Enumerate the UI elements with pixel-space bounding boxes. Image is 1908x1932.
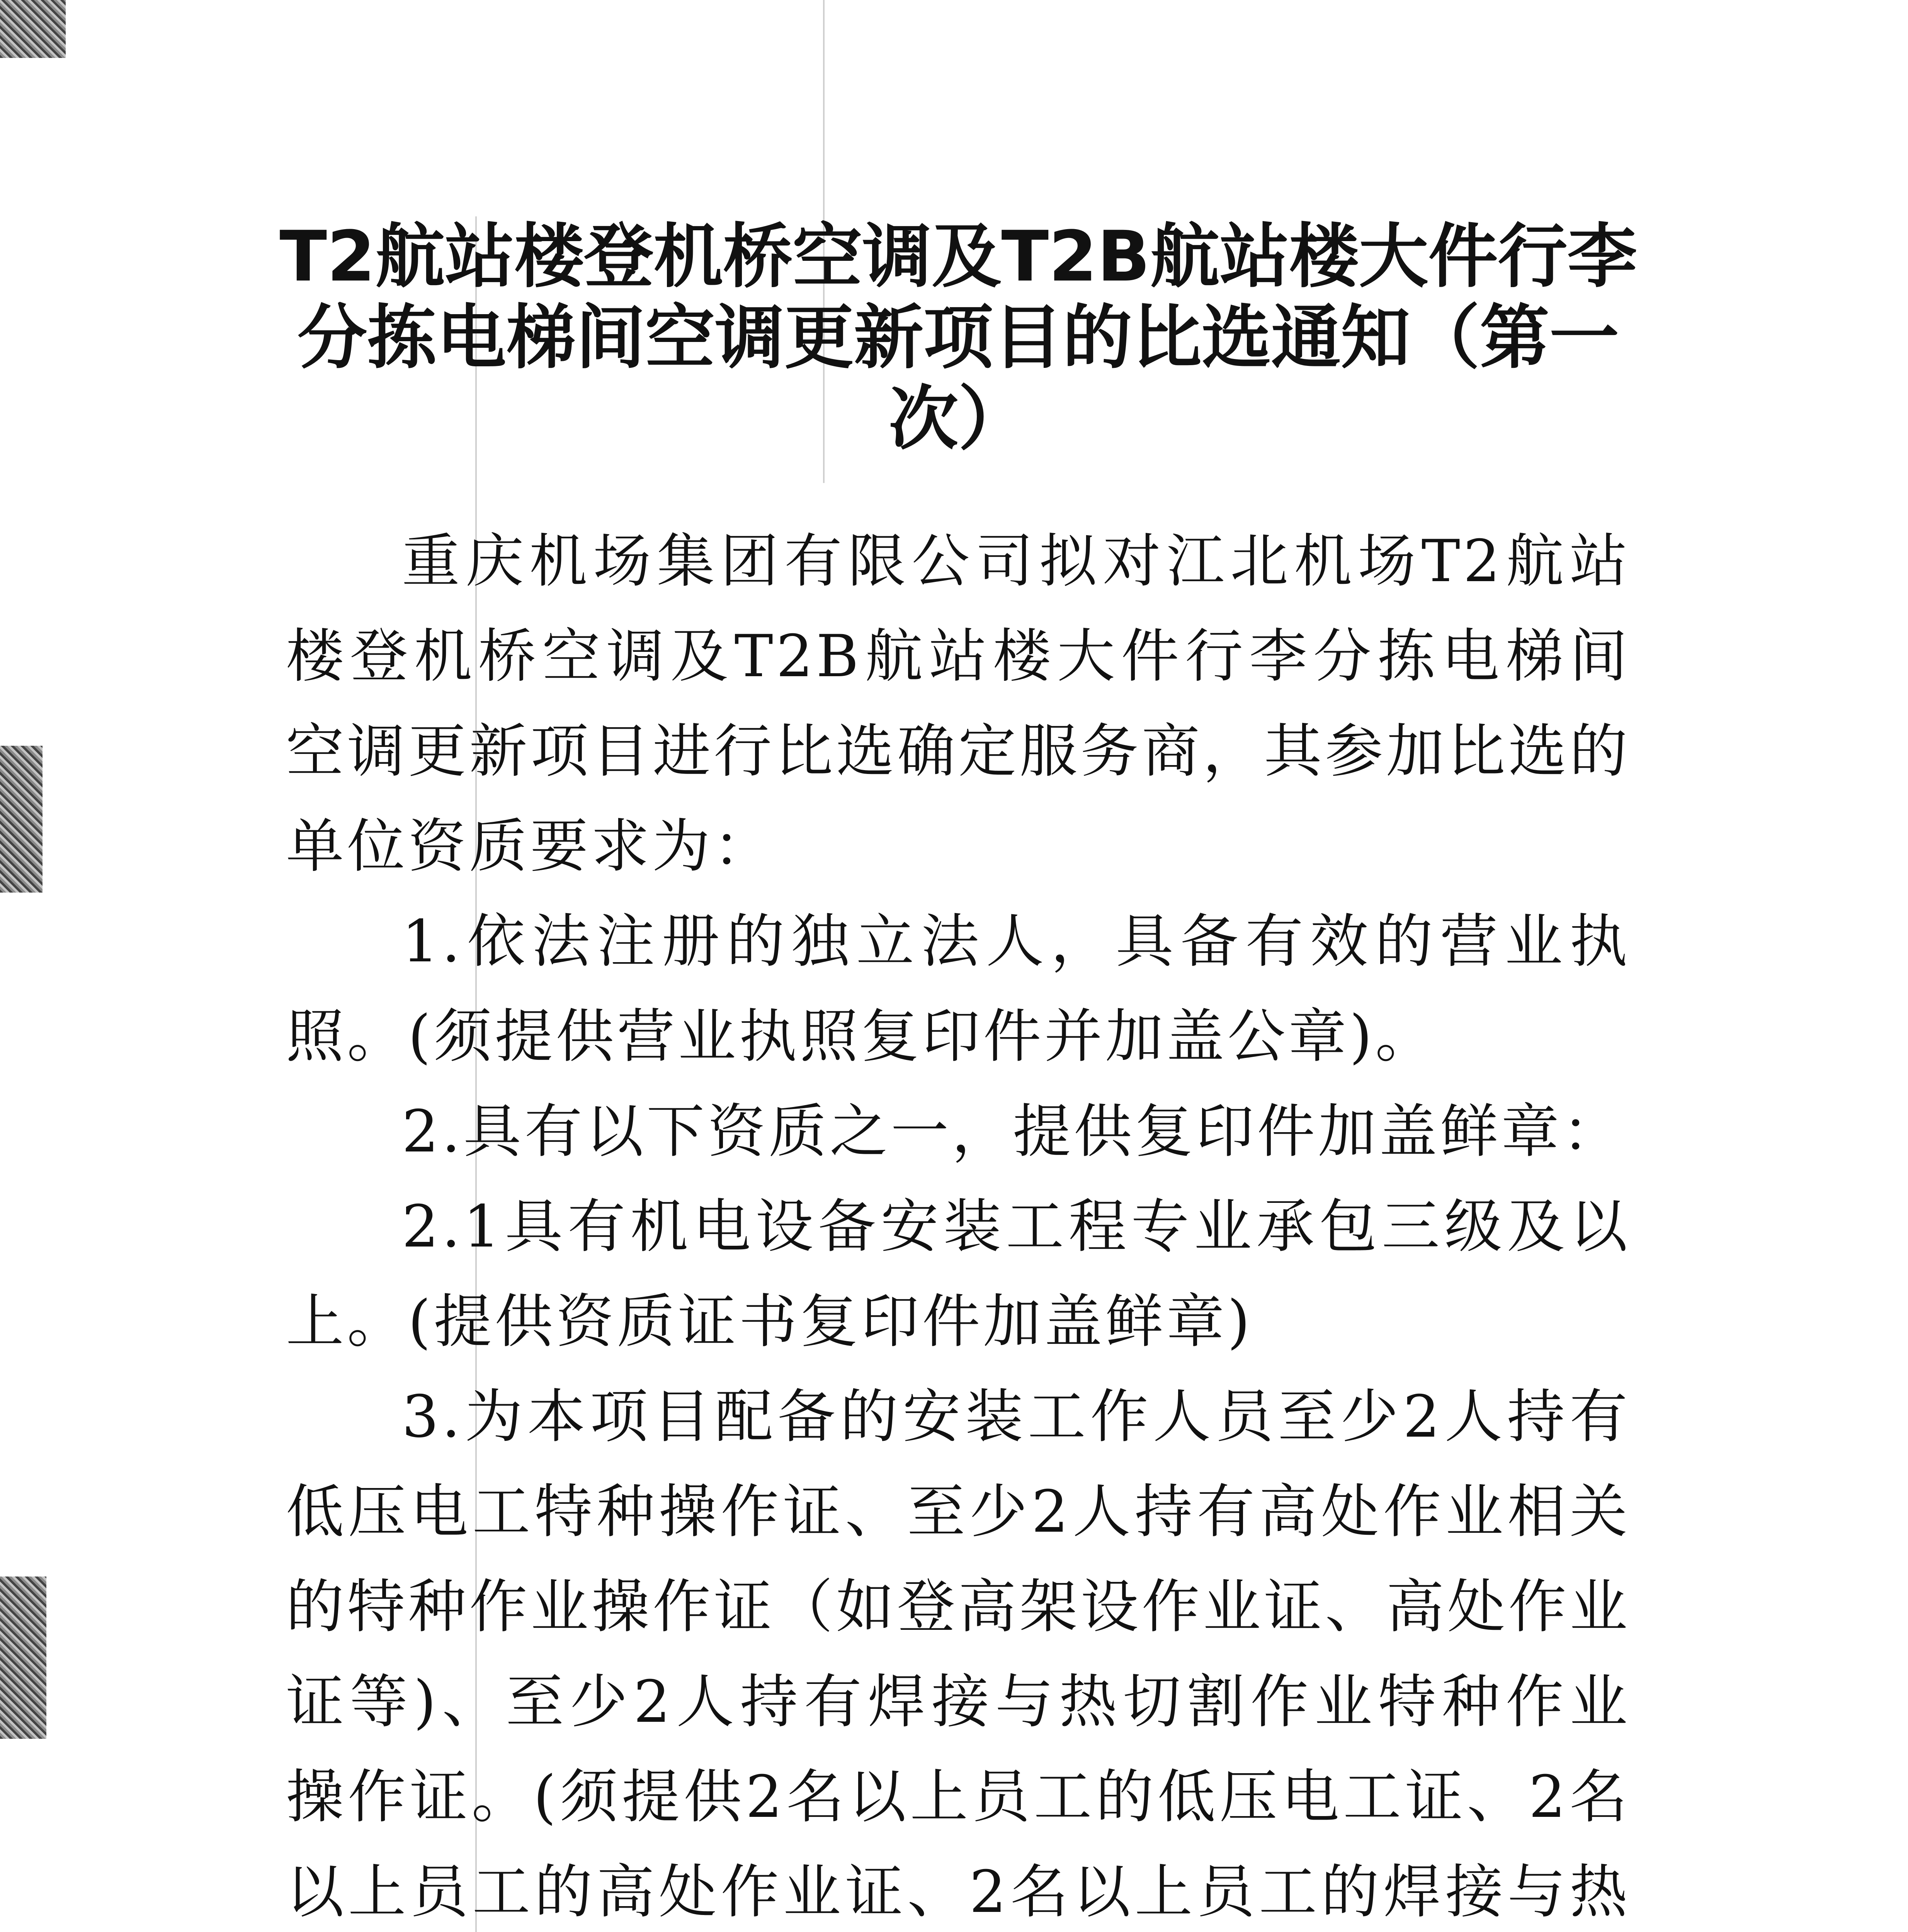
scan-artifact-left-1 <box>0 746 43 893</box>
requirement-2-1: 2.1具有机电设备安装工程专业承包三级及以上。(提供资质证书复印件加盖鲜章) <box>286 1193 1631 1355</box>
requirement-3: 3.为本项目配备的安装工作人员至少2人持有低压电工特种操作证、至少2人持有高处作业相关的特种作业操作证（如登高架设作业证、高处作业证等)、至少2人持有焊接与热切割作业特种作业操作证。(须提供2名以上员工的低压电工证、2名以上员工的高处作业证、2名以上员工的焊接与热 <box>286 1383 1631 1926</box>
notice-title: T2航站楼登机桥空调及T2B航站楼大件行李分拣电梯间空调更新项目的比选通知（第一次） <box>279 216 1637 459</box>
notice-body <box>286 514 1631 1932</box>
requirement-1: 1.依法注册的独立法人，具备有效的营业执照。(须提供营业执照复印件并加盖公章)。 <box>286 908 1631 1070</box>
intro-paragraph: 重庆机场集团有限公司拟对江北机场T2航站楼登机桥空调及T2B航站楼大件行李分拣电梯间空调更新项目进行比选确定服务商，其参加比选的单位资质要求为： <box>286 528 1631 880</box>
scan-artifact-top-left <box>0 0 66 58</box>
scan-artifact-left-2 <box>0 1577 46 1739</box>
requirement-2: 2.具有以下资质之一，提供复印件加盖鲜章： <box>402 1098 1624 1165</box>
